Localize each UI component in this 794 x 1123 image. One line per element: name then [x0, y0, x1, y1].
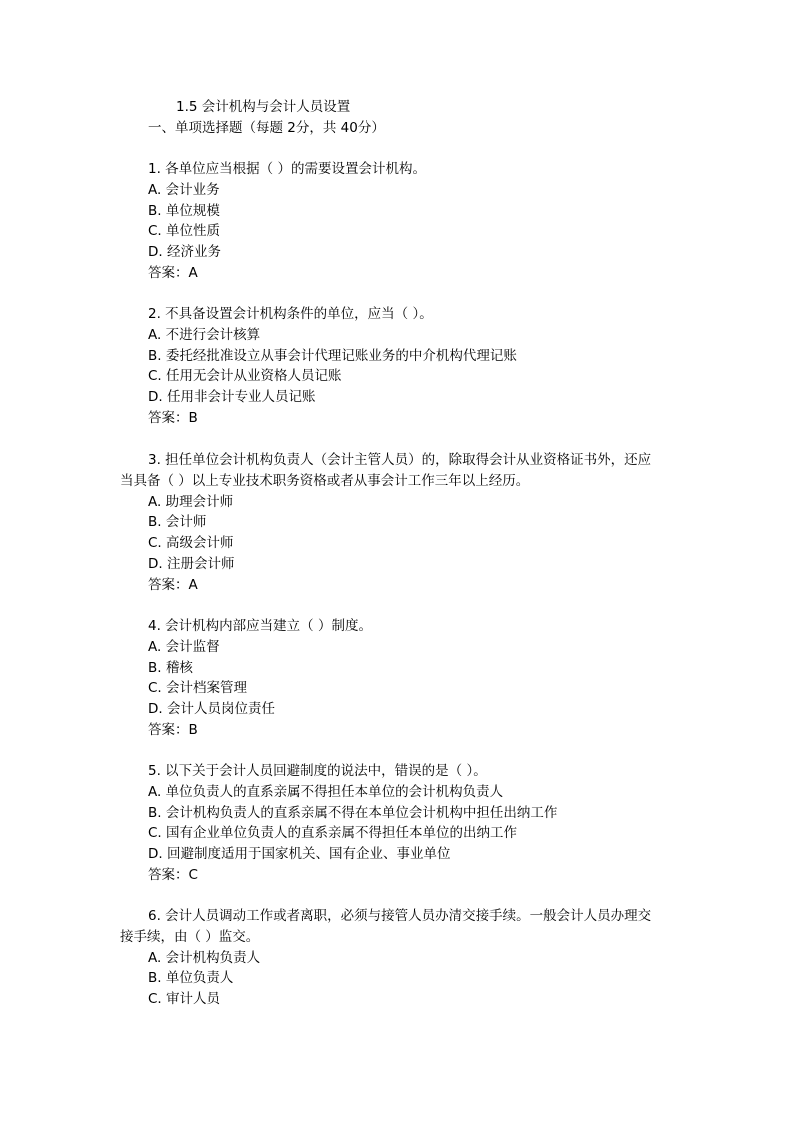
- question-6: [120, 906, 680, 1010]
- option-list: [120, 948, 680, 1010]
- question-stem: 3. 担任单位会计机构负责人（会计主管人员）的，除取得会计从业资格证书外，还应: [148, 452, 652, 468]
- question-stem: 4. 会计机构内部应当建立（ ）制度。: [148, 618, 372, 634]
- answer-line: 答案：B: [148, 721, 198, 738]
- option-a: A. 会计监督: [148, 638, 220, 655]
- question-stem-continued: 接手续，由（ ）监交。: [120, 928, 260, 945]
- document-title: 1.5 会计机构与会计人员设置: [176, 99, 351, 115]
- question-1: [120, 159, 680, 284]
- option-list: [120, 325, 680, 408]
- option-a: A. 不进行会计核算: [148, 326, 261, 343]
- option-c: C. 高级会计师: [148, 535, 234, 552]
- option-list: [120, 180, 680, 263]
- question-stem: 6. 会计人员调动工作或者离职，必须与接管人员办清交接手续。一般会计人员办理交: [148, 908, 652, 924]
- option-a: A. 单位负责人的直系亲属不得担任本单位的会计机构负责人: [148, 783, 504, 800]
- option-b: B. 委托经批准设立从事会计代理记账业务的中介机构代理记账: [148, 347, 517, 364]
- option-b: B. 会计机构负责人的直系亲属不得在本单位会计机构中担任出纳工作: [148, 804, 558, 821]
- option-c: C. 国有企业单位负责人的直系亲属不得担任本单位的出纳工作: [148, 825, 518, 842]
- option-c: C. 任用无会计从业资格人员记账: [148, 368, 342, 385]
- option-d: D. 注册会计师: [148, 555, 235, 572]
- option-c: C. 会计档案管理: [148, 680, 248, 697]
- answer-line: 答案：A: [148, 576, 198, 593]
- option-list: [120, 782, 680, 865]
- question-3: [120, 450, 680, 596]
- section-heading: 一、单项选择题（每题 2分，共 40分）: [148, 120, 385, 136]
- question-stem: 1. 各单位应当根据（ ）的需要设置会计机构。: [148, 161, 426, 177]
- option-b: B. 单位规模: [148, 202, 220, 219]
- option-d: D. 回避制度适用于国家机关、国有企业、事业单位: [148, 846, 451, 863]
- option-a: A. 助理会计师: [148, 493, 234, 510]
- question-4: [120, 616, 680, 741]
- answer-line: 答案：B: [148, 409, 198, 426]
- question-stem: 5. 以下关于会计人员回避制度的说法中，错误的是（ ）。: [148, 763, 487, 779]
- question-5: [120, 761, 680, 886]
- option-c: C. 单位性质: [148, 223, 221, 240]
- option-b: B. 单位负责人: [148, 970, 234, 987]
- answer-line: 答案：C: [148, 866, 198, 883]
- option-b: B. 会计师: [148, 514, 207, 531]
- option-a: A. 会计业务: [148, 181, 220, 198]
- option-d: D. 会计人员岗位责任: [148, 701, 275, 718]
- option-c: C. 审计人员: [148, 991, 221, 1008]
- option-list: [120, 492, 680, 575]
- answer-line: 答案：A: [148, 264, 198, 281]
- question-stem: 2. 不具备设置会计机构条件的单位，应当（ ）。: [148, 306, 433, 322]
- option-d: D. 经济业务: [148, 244, 221, 261]
- option-list: [120, 637, 680, 720]
- question-2: [120, 304, 680, 429]
- question-stem-continued: 当具备（ ）以上专业技术职务资格或者从事会计工作三年以上经历。: [120, 472, 530, 489]
- option-b: B. 稽核: [148, 659, 193, 676]
- option-a: A. 会计机构负责人: [148, 949, 261, 966]
- option-d: D. 任用非会计专业人员记账: [148, 389, 316, 406]
